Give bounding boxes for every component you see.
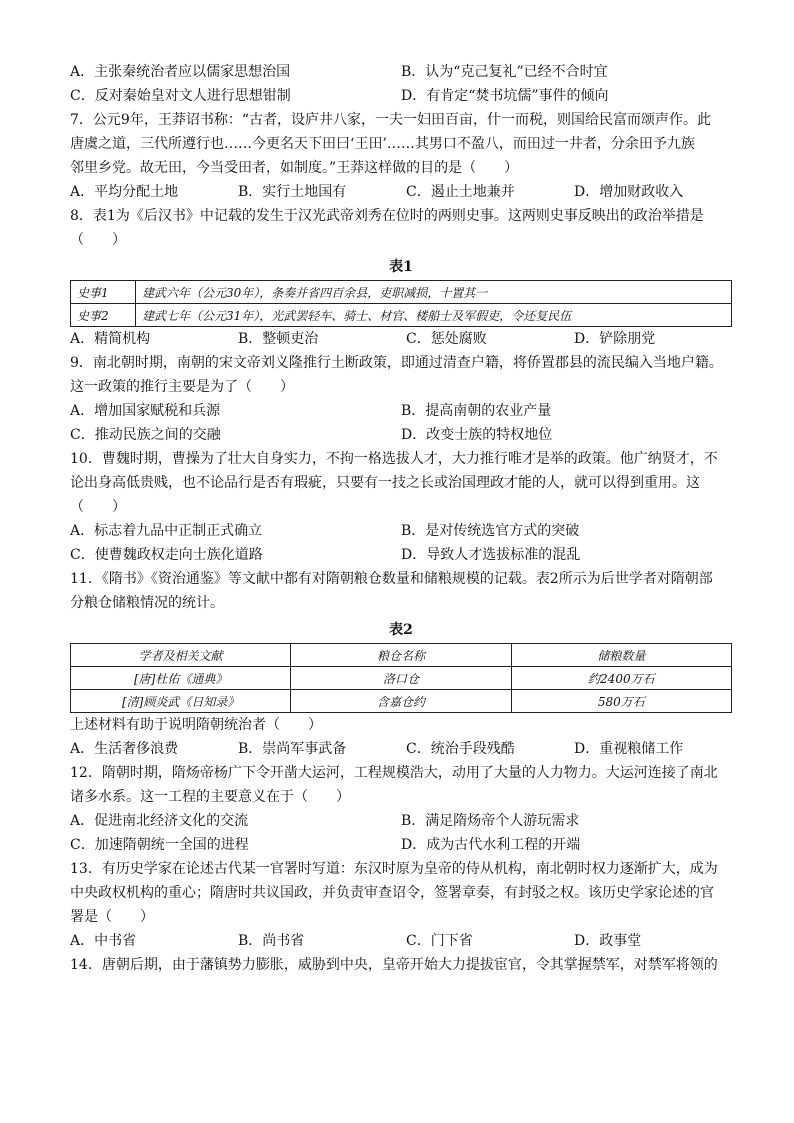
q7-stem-line: 7．公元9年，王莽诏书称：“古者，设庐井八家，一夫一妇田百亩，什一而税，则国给民富而颂声作。此 bbox=[70, 112, 711, 128]
table-header-cell: 学者及相关文献 bbox=[71, 644, 291, 667]
q6-option-c[interactable]: C．反对秦始皇对文人进行思想钳制 bbox=[70, 88, 291, 104]
q7-option-c[interactable]: C．遏止土地兼并 bbox=[406, 184, 515, 200]
q10-option-a[interactable]: A．标志着九品中正制正式确立 bbox=[70, 523, 263, 539]
table-cell: 建武六年（公元30年），条奏并省四百余县，吏职减损，十置其一 bbox=[136, 281, 732, 304]
question-14 bbox=[70, 953, 732, 977]
q9-stem-line: 这一政策的推行主要是为了（ ） bbox=[70, 379, 294, 395]
question-10 bbox=[70, 447, 732, 567]
q6-option-d[interactable]: D．有肯定“焚书坑儒”事件的倾向 bbox=[401, 88, 609, 104]
q7-options bbox=[70, 180, 732, 204]
table-cell: 580万石 bbox=[511, 690, 731, 713]
q10-option-b[interactable]: B．是对传统选官方式的突破 bbox=[401, 523, 580, 539]
q7-option-d[interactable]: D．增加财政收入 bbox=[574, 184, 684, 200]
table-1 bbox=[70, 280, 732, 327]
q11-option-d[interactable]: D．重视粮储工作 bbox=[574, 741, 684, 757]
table-2 bbox=[70, 643, 732, 713]
q12-options-row-2 bbox=[70, 833, 732, 857]
q8-option-a[interactable]: A．精简机构 bbox=[70, 331, 151, 347]
q9-option-d[interactable]: D．改变士族的特权地位 bbox=[401, 427, 553, 443]
q8-option-d[interactable]: D．铲除朋党 bbox=[574, 331, 656, 347]
q10-option-d[interactable]: D．导致人才选拔标准的混乱 bbox=[401, 547, 581, 563]
q13-option-a[interactable]: A．中书省 bbox=[70, 933, 137, 949]
q13-stem-line: 13．有历史学家在论述古代某一官署时写道：东汉时原为皇帝的侍从机构，南北朝时权力逐渐扩大，成为 bbox=[70, 861, 718, 877]
q9-options-row-1 bbox=[70, 399, 732, 423]
question-7 bbox=[70, 108, 732, 204]
q7-stem-line: 邻里乡党。故无田，今当受田者，如制度。”王莽这样做的目的是（ ） bbox=[70, 160, 519, 176]
exam-page bbox=[70, 60, 732, 977]
q6-options-row-2 bbox=[70, 84, 732, 108]
q10-stem-line: 论出身高低贵贱，也不论品行是否有瑕疵，只要有一技之长或治国理政才能的人，就可以得到重用。这 bbox=[70, 475, 700, 491]
q10-stem-line: 10．曹魏时期，曹操为了壮大自身实力，不拘一格选拔人才，大力推行唯才是举的政策。他广纳贤才，不 bbox=[70, 451, 718, 467]
table-row bbox=[71, 690, 732, 713]
q12-options-row-1 bbox=[70, 809, 732, 833]
table-cell: 建武七年（公元31年），光武罢轻车、骑士、材官、楼船士及军假吏，令还复民伍 bbox=[136, 304, 732, 327]
table-row bbox=[71, 281, 732, 304]
q8-option-c[interactable]: C．惩处腐败 bbox=[406, 331, 487, 347]
table-cell: [唐]杜佑《通典》 bbox=[71, 667, 291, 690]
q11-followup: 上述材料有助于说明隋朝统治者（ ） bbox=[70, 717, 322, 733]
q13-stem-line: 中央政权机构的重心；隋唐时共议国政，并负责审查诏令，签署章奏，有封驳之权。该历史学家论述的官 bbox=[70, 885, 714, 901]
q12-stem-line: 诸多水系。这一工程的主要意义在于（ ） bbox=[70, 789, 350, 805]
q10-stem-line: （ ） bbox=[70, 499, 126, 515]
table-cell: 洛口仓 bbox=[291, 667, 511, 690]
table-cell: 约2400万石 bbox=[511, 667, 731, 690]
q9-stem-line: 9．南北朝时期，南朝的宋文帝刘义隆推行土断政策，即通过清查户籍，将侨置郡县的流民编入当地户籍。 bbox=[70, 355, 723, 371]
q13-option-b[interactable]: B．尚书省 bbox=[238, 933, 305, 949]
q8-option-b[interactable]: B．整顿吏治 bbox=[238, 331, 319, 347]
q13-option-c[interactable]: C．门下省 bbox=[406, 933, 473, 949]
q12-stem-line: 12．隋朝时期，隋炀帝杨广下令开凿大运河，工程规模浩大，动用了大量的人力物力。大运河连接了南北 bbox=[70, 765, 718, 781]
q6-option-a[interactable]: A．主张秦统治者应以儒家思想治国 bbox=[70, 64, 291, 80]
q6-option-b[interactable]: B．认为“克己复礼”已经不合时宜 bbox=[401, 64, 608, 80]
table-cell: 史事2 bbox=[71, 304, 136, 327]
table-cell: 含嘉仓约 bbox=[291, 690, 511, 713]
q13-options bbox=[70, 929, 732, 953]
q7-stem-line: 唐虞之道，三代所遵行也……今更名天下田曰‘王田’……其男口不盈八，而田过一井者，分余田予九族 bbox=[70, 136, 695, 152]
question-9 bbox=[70, 351, 732, 447]
question-11 bbox=[70, 567, 732, 761]
table-row bbox=[71, 667, 732, 690]
q7-option-b[interactable]: B．实行土地国有 bbox=[238, 184, 347, 200]
q13-option-d[interactable]: D．政事堂 bbox=[574, 933, 642, 949]
question-8 bbox=[70, 204, 732, 351]
table-header-row bbox=[71, 644, 732, 667]
table-header-cell: 粮仓名称 bbox=[291, 644, 511, 667]
table-cell: 史事1 bbox=[71, 281, 136, 304]
q12-option-b[interactable]: B．满足隋炀帝个人游玩需求 bbox=[401, 813, 580, 829]
q7-option-a[interactable]: A．平均分配土地 bbox=[70, 184, 179, 200]
question-12 bbox=[70, 761, 732, 857]
q9-options-row-2 bbox=[70, 423, 732, 447]
question-13 bbox=[70, 857, 732, 953]
q11-option-a[interactable]: A．生活奢侈浪费 bbox=[70, 741, 179, 757]
q8-stem-line: （ ） bbox=[70, 232, 126, 248]
q9-option-b[interactable]: B．提高南朝的农业产量 bbox=[401, 403, 552, 419]
table-row bbox=[71, 304, 732, 327]
q11-option-b[interactable]: B．崇尚军事武备 bbox=[238, 741, 347, 757]
q11-stem-line: 11．《隋书》《资治通鉴》等文献中都有对隋朝粮仓数量和储粮规模的记载。表2所示为后世学者对隋朝部 bbox=[70, 571, 713, 587]
q12-option-c[interactable]: C．加速隋朝统一全国的进程 bbox=[70, 837, 249, 853]
q8-stem-line: 8．表1为《后汉书》中记载的发生于汉光武帝刘秀在位时的两则史事。这两则史事反映出的政治举措是 bbox=[70, 208, 704, 224]
table-header-cell: 储粮数量 bbox=[511, 644, 731, 667]
table-1-caption: 表1 bbox=[389, 259, 413, 275]
q10-option-c[interactable]: C．使曹魏政权走向士族化道路 bbox=[70, 547, 263, 563]
q10-options-row-2 bbox=[70, 543, 732, 567]
q12-option-d[interactable]: D．成为古代水利工程的开端 bbox=[401, 837, 581, 853]
table-2-caption: 表2 bbox=[389, 622, 413, 638]
table-cell: [清]顾炎武《日知录》 bbox=[71, 690, 291, 713]
q6-options-row-1 bbox=[70, 60, 732, 84]
q13-stem-line: 署是（ ） bbox=[70, 909, 154, 925]
q12-option-a[interactable]: A．促进南北经济文化的交流 bbox=[70, 813, 249, 829]
q9-option-c[interactable]: C．推动民族之间的交融 bbox=[70, 427, 221, 443]
q11-stem-line: 分粮仓储粮情况的统计。 bbox=[70, 595, 224, 611]
q11-options bbox=[70, 737, 732, 761]
q8-options bbox=[70, 327, 732, 351]
q9-option-a[interactable]: A．增加国家赋税和兵源 bbox=[70, 403, 221, 419]
q14-stem-line: 14．唐朝后期，由于藩镇势力膨胀，威胁到中央，皇帝开始大力提拔宦官，令其掌握禁军，对禁军将领的 bbox=[70, 957, 718, 973]
q10-options-row-1 bbox=[70, 519, 732, 543]
q11-option-c[interactable]: C．统治手段残酷 bbox=[406, 741, 515, 757]
